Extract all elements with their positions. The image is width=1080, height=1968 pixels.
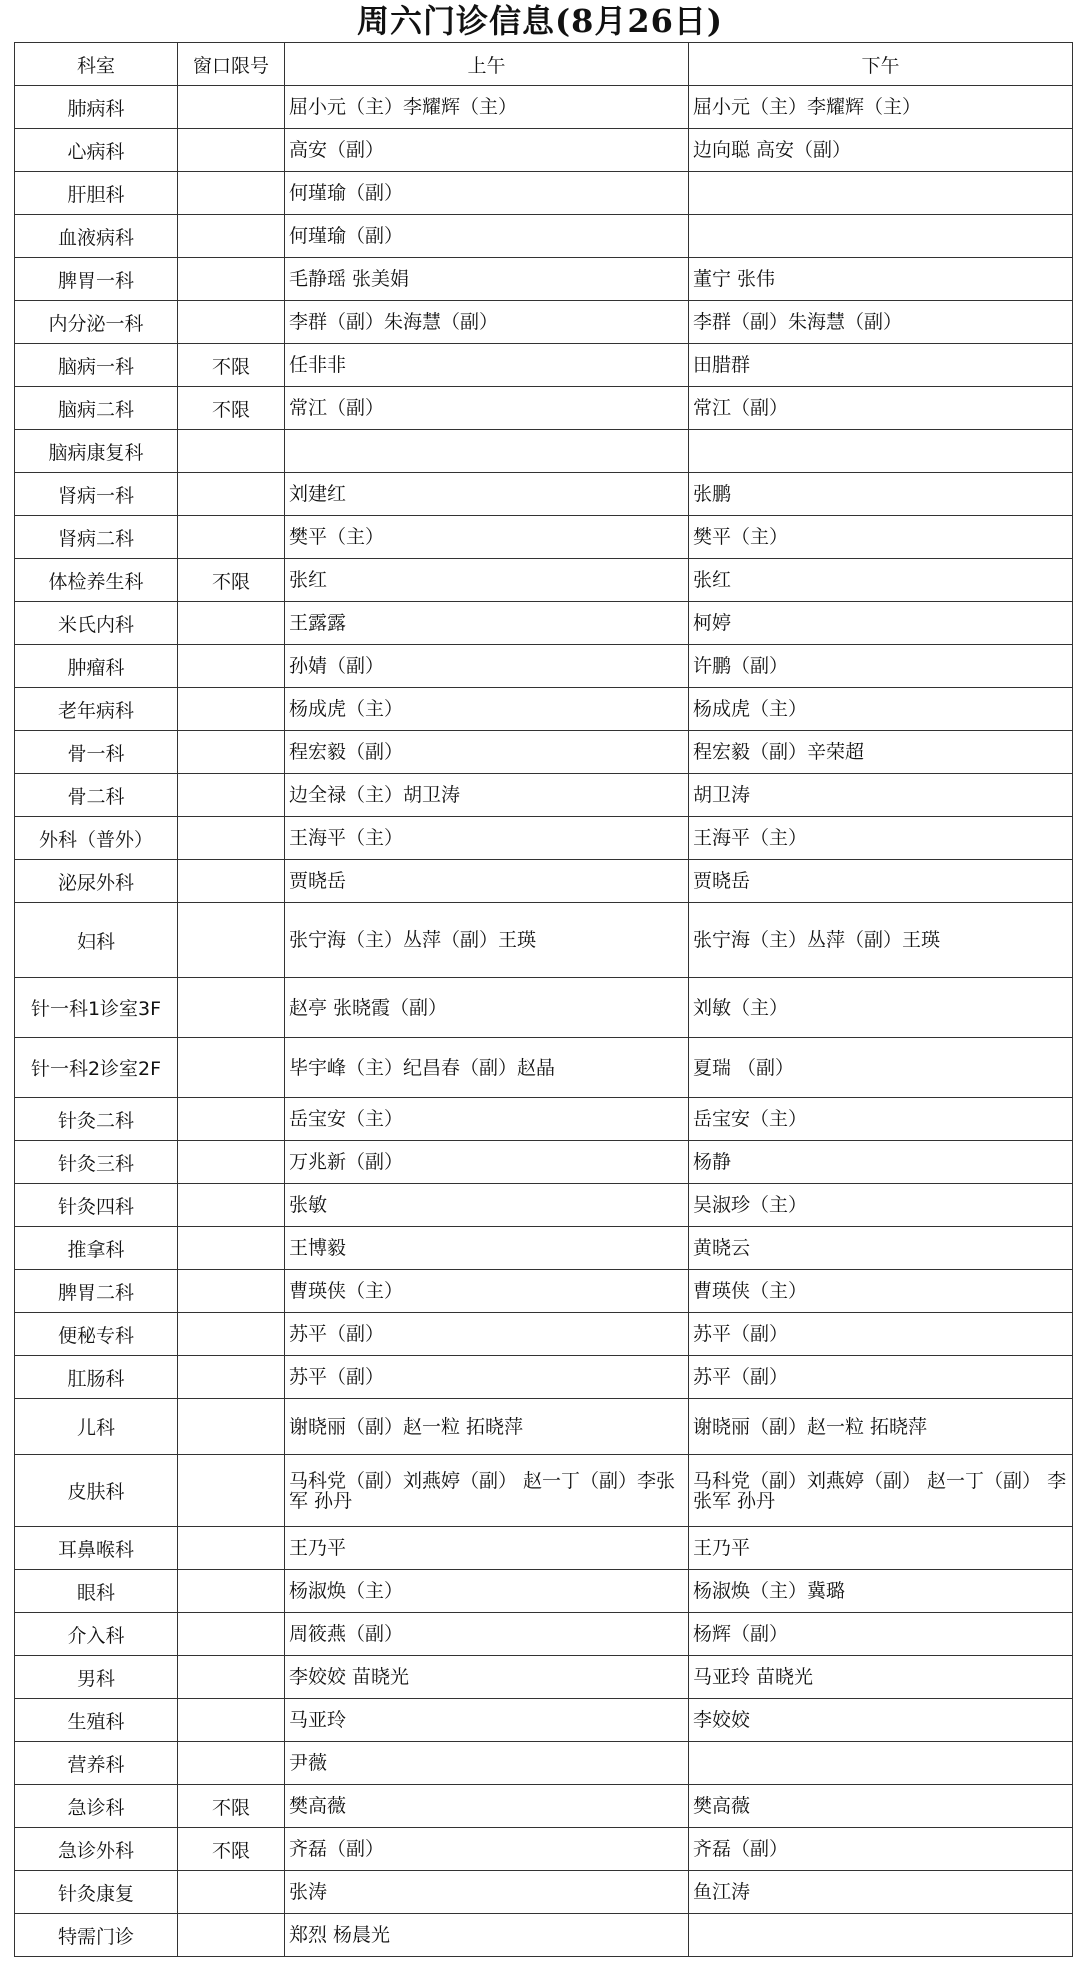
limit-cell: [178, 172, 285, 215]
limit-cell: 不限: [178, 344, 285, 387]
dept-cell: 急诊科: [15, 1785, 178, 1828]
table-row: [15, 1356, 1073, 1399]
dept-cell: 推拿科: [15, 1227, 178, 1270]
table-row: [15, 903, 1073, 978]
morning-cell: 何瑾瑜（副）: [285, 172, 689, 215]
morning-cell: 常江（副）: [285, 387, 689, 430]
table-row: [15, 1455, 1073, 1527]
header-am: 上午: [285, 43, 689, 86]
page-title: 周六门诊信息(8月26日): [356, 2, 724, 40]
dept-cell: 外科（普外）: [15, 817, 178, 860]
table-row: [15, 1098, 1073, 1141]
afternoon-cell: 贾晓岳: [689, 860, 1073, 903]
dept-cell: 营养科: [15, 1742, 178, 1785]
afternoon-cell: [689, 215, 1073, 258]
morning-cell: 张宁海（主）丛萍（副）王瑛: [285, 903, 689, 978]
limit-cell: [178, 1141, 285, 1184]
table-row: [15, 978, 1073, 1038]
afternoon-cell: 王乃平: [689, 1527, 1073, 1570]
table-row: [15, 860, 1073, 903]
dept-cell: 米氏内科: [15, 602, 178, 645]
dept-cell: 生殖科: [15, 1699, 178, 1742]
limit-cell: [178, 1399, 285, 1455]
limit-cell: [178, 774, 285, 817]
dept-cell: 特需门诊: [15, 1914, 178, 1957]
table-row: [15, 1570, 1073, 1613]
dept-cell: 肝胆科: [15, 172, 178, 215]
morning-cell: 杨淑焕（主）: [285, 1570, 689, 1613]
limit-cell: [178, 860, 285, 903]
table-row: [15, 817, 1073, 860]
afternoon-cell: 田腊群: [689, 344, 1073, 387]
afternoon-cell: 李姣姣: [689, 1699, 1073, 1742]
limit-cell: 不限: [178, 1785, 285, 1828]
table-row: [15, 645, 1073, 688]
limit-cell: [178, 817, 285, 860]
limit-cell: [178, 1356, 285, 1399]
morning-cell: 孙婧（副）: [285, 645, 689, 688]
table-row: [15, 1613, 1073, 1656]
limit-cell: [178, 1699, 285, 1742]
table-row: [15, 1742, 1073, 1785]
dept-cell: 妇科: [15, 903, 178, 978]
afternoon-cell: 岳宝安（主）: [689, 1098, 1073, 1141]
limit-cell: [178, 602, 285, 645]
dept-cell: 耳鼻喉科: [15, 1527, 178, 1570]
afternoon-cell: 李群（副）朱海慧（副）: [689, 301, 1073, 344]
afternoon-cell: [689, 1742, 1073, 1785]
afternoon-cell: 张鹏: [689, 473, 1073, 516]
afternoon-cell: 鱼江涛: [689, 1871, 1073, 1914]
morning-cell: 何瑾瑜（副）: [285, 215, 689, 258]
dept-cell: 老年病科: [15, 688, 178, 731]
morning-cell: 苏平（副）: [285, 1313, 689, 1356]
afternoon-cell: 王海平（主）: [689, 817, 1073, 860]
morning-cell: 马亚玲: [285, 1699, 689, 1742]
dept-cell: 脑病二科: [15, 387, 178, 430]
afternoon-cell: 杨淑焕（主）冀璐: [689, 1570, 1073, 1613]
table-row: [15, 1527, 1073, 1570]
dept-cell: 介入科: [15, 1613, 178, 1656]
morning-cell: 赵亭 张晓霞（副）: [285, 978, 689, 1038]
table-row: [15, 1270, 1073, 1313]
afternoon-cell: 柯婷: [689, 602, 1073, 645]
table-row: [15, 473, 1073, 516]
morning-cell: 李群（副）朱海慧（副）: [285, 301, 689, 344]
limit-cell: [178, 215, 285, 258]
afternoon-cell: 樊高薇: [689, 1785, 1073, 1828]
afternoon-cell: 苏平（副）: [689, 1356, 1073, 1399]
table-row: [15, 688, 1073, 731]
header-row: [15, 43, 1073, 86]
dept-cell: 肛肠科: [15, 1356, 178, 1399]
table-row: [15, 1399, 1073, 1455]
table-row: [15, 1785, 1073, 1828]
morning-cell: 张红: [285, 559, 689, 602]
limit-cell: [178, 688, 285, 731]
morning-cell: 郑烈 杨晨光: [285, 1914, 689, 1957]
afternoon-cell: 刘敏（主）: [689, 978, 1073, 1038]
dept-cell: 针一科1诊室3F: [15, 978, 178, 1038]
morning-cell: 张敏: [285, 1184, 689, 1227]
limit-cell: [178, 1038, 285, 1098]
dept-cell: 肾病一科: [15, 473, 178, 516]
table-row: [15, 559, 1073, 602]
limit-cell: [178, 1184, 285, 1227]
dept-cell: 男科: [15, 1656, 178, 1699]
table-row: [15, 258, 1073, 301]
limit-cell: [178, 1270, 285, 1313]
schedule-table: [14, 42, 1073, 1957]
dept-cell: 脑病康复科: [15, 430, 178, 473]
dept-cell: 儿科: [15, 1399, 178, 1455]
afternoon-cell: 马科党（副）刘燕婷（副） 赵一丁（副） 李张军 孙丹: [689, 1455, 1073, 1527]
limit-cell: [178, 258, 285, 301]
table-row: [15, 387, 1073, 430]
table-row: [15, 172, 1073, 215]
table-row: [15, 1656, 1073, 1699]
table-row: [15, 516, 1073, 559]
morning-cell: 万兆新（副）: [285, 1141, 689, 1184]
morning-cell: [285, 430, 689, 473]
morning-cell: 王乃平: [285, 1527, 689, 1570]
table-row: [15, 602, 1073, 645]
morning-cell: 程宏毅（副）: [285, 731, 689, 774]
limit-cell: [178, 731, 285, 774]
dept-cell: 针灸康复: [15, 1871, 178, 1914]
limit-cell: 不限: [178, 559, 285, 602]
limit-cell: 不限: [178, 1828, 285, 1871]
morning-cell: 屈小元（主）李耀辉（主）: [285, 86, 689, 129]
afternoon-cell: 樊平（主）: [689, 516, 1073, 559]
table-row: [15, 1313, 1073, 1356]
dept-cell: 针灸三科: [15, 1141, 178, 1184]
morning-cell: 张涛: [285, 1871, 689, 1914]
morning-cell: 齐磊（副）: [285, 1828, 689, 1871]
dept-cell: 骨二科: [15, 774, 178, 817]
limit-cell: [178, 1914, 285, 1957]
limit-cell: [178, 1570, 285, 1613]
dept-cell: 血液病科: [15, 215, 178, 258]
dept-cell: 肿瘤科: [15, 645, 178, 688]
dept-cell: 心病科: [15, 129, 178, 172]
afternoon-cell: 董宁 张伟: [689, 258, 1073, 301]
limit-cell: [178, 1313, 285, 1356]
afternoon-cell: 曹瑛侠（主）: [689, 1270, 1073, 1313]
limit-cell: [178, 645, 285, 688]
table-row: [15, 1914, 1073, 1957]
table-row: [15, 344, 1073, 387]
afternoon-cell: 谢晓丽（副）赵一粒 拓晓萍: [689, 1399, 1073, 1455]
afternoon-cell: 许鹏（副）: [689, 645, 1073, 688]
morning-cell: 毕宇峰（主）纪昌春（副）赵晶: [285, 1038, 689, 1098]
dept-cell: 脾胃一科: [15, 258, 178, 301]
afternoon-cell: [689, 430, 1073, 473]
dept-cell: 肺病科: [15, 86, 178, 129]
limit-cell: [178, 978, 285, 1038]
morning-cell: 周筱燕（副）: [285, 1613, 689, 1656]
table-row: [15, 1828, 1073, 1871]
dept-cell: 肾病二科: [15, 516, 178, 559]
morning-cell: 李姣姣 苗晓光: [285, 1656, 689, 1699]
table-row: [15, 430, 1073, 473]
table-row: [15, 1227, 1073, 1270]
table-row: [15, 1699, 1073, 1742]
dept-cell: 针灸二科: [15, 1098, 178, 1141]
dept-cell: 体检养生科: [15, 559, 178, 602]
limit-cell: [178, 1656, 285, 1699]
dept-cell: 内分泌一科: [15, 301, 178, 344]
header-dept: 科室: [15, 43, 178, 86]
limit-cell: [178, 129, 285, 172]
limit-cell: [178, 301, 285, 344]
dept-cell: 针灸四科: [15, 1184, 178, 1227]
afternoon-cell: 夏瑞 （副）: [689, 1038, 1073, 1098]
limit-cell: [178, 1227, 285, 1270]
header-limit: 窗口限号: [178, 43, 285, 86]
table-row: [15, 1038, 1073, 1098]
table-row: [15, 731, 1073, 774]
table-row: [15, 1871, 1073, 1914]
table-row: [15, 129, 1073, 172]
limit-cell: [178, 86, 285, 129]
morning-cell: 曹瑛侠（主）: [285, 1270, 689, 1313]
dept-cell: 针一科2诊室2F: [15, 1038, 178, 1098]
morning-cell: 毛静瑶 张美娟: [285, 258, 689, 301]
dept-cell: 便秘专科: [15, 1313, 178, 1356]
dept-cell: 眼科: [15, 1570, 178, 1613]
morning-cell: 谢晓丽（副）赵一粒 拓晓萍: [285, 1399, 689, 1455]
morning-cell: 樊高薇: [285, 1785, 689, 1828]
afternoon-cell: 屈小元（主）李耀辉（主）: [689, 86, 1073, 129]
morning-cell: 王露露: [285, 602, 689, 645]
table-row: [15, 1184, 1073, 1227]
limit-cell: [178, 1613, 285, 1656]
dept-cell: 泌尿外科: [15, 860, 178, 903]
morning-cell: 马科党（副）刘燕婷（副） 赵一丁（副）李张军 孙丹: [285, 1455, 689, 1527]
table-row: [15, 774, 1073, 817]
morning-cell: 贾晓岳: [285, 860, 689, 903]
limit-cell: [178, 1527, 285, 1570]
limit-cell: [178, 1098, 285, 1141]
limit-cell: [178, 473, 285, 516]
afternoon-cell: 杨静: [689, 1141, 1073, 1184]
afternoon-cell: 程宏毅（副）辛荣超: [689, 731, 1073, 774]
morning-cell: 王博毅: [285, 1227, 689, 1270]
limit-cell: [178, 903, 285, 978]
afternoon-cell: 黄晓云: [689, 1227, 1073, 1270]
morning-cell: 刘建红: [285, 473, 689, 516]
afternoon-cell: 齐磊（副）: [689, 1828, 1073, 1871]
morning-cell: 樊平（主）: [285, 516, 689, 559]
header-pm: 下午: [689, 43, 1073, 86]
afternoon-cell: 张红: [689, 559, 1073, 602]
limit-cell: [178, 516, 285, 559]
morning-cell: 任非非: [285, 344, 689, 387]
morning-cell: 边全禄（主）胡卫涛: [285, 774, 689, 817]
afternoon-cell: 张宁海（主）丛萍（副）王瑛: [689, 903, 1073, 978]
table-row: [15, 1141, 1073, 1184]
limit-cell: [178, 1742, 285, 1785]
table-row: [15, 86, 1073, 129]
afternoon-cell: 胡卫涛: [689, 774, 1073, 817]
table-row: [15, 301, 1073, 344]
dept-cell: 急诊外科: [15, 1828, 178, 1871]
afternoon-cell: [689, 172, 1073, 215]
morning-cell: 高安（副）: [285, 129, 689, 172]
afternoon-cell: 杨成虎（主）: [689, 688, 1073, 731]
dept-cell: 脑病一科: [15, 344, 178, 387]
dept-cell: 骨一科: [15, 731, 178, 774]
dept-cell: 皮肤科: [15, 1455, 178, 1527]
afternoon-cell: 吴淑珍（主）: [689, 1184, 1073, 1227]
limit-cell: [178, 430, 285, 473]
morning-cell: 岳宝安（主）: [285, 1098, 689, 1141]
afternoon-cell: 杨辉（副）: [689, 1613, 1073, 1656]
morning-cell: 苏平（副）: [285, 1356, 689, 1399]
limit-cell: [178, 1455, 285, 1527]
morning-cell: 杨成虎（主）: [285, 688, 689, 731]
dept-cell: 脾胃二科: [15, 1270, 178, 1313]
afternoon-cell: 常江（副）: [689, 387, 1073, 430]
limit-cell: 不限: [178, 387, 285, 430]
afternoon-cell: 马亚玲 苗晓光: [689, 1656, 1073, 1699]
limit-cell: [178, 1871, 285, 1914]
afternoon-cell: [689, 1914, 1073, 1957]
afternoon-cell: 边向聪 高安（副）: [689, 129, 1073, 172]
afternoon-cell: 苏平（副）: [689, 1313, 1073, 1356]
morning-cell: 尹薇: [285, 1742, 689, 1785]
table-row: [15, 215, 1073, 258]
morning-cell: 王海平（主）: [285, 817, 689, 860]
